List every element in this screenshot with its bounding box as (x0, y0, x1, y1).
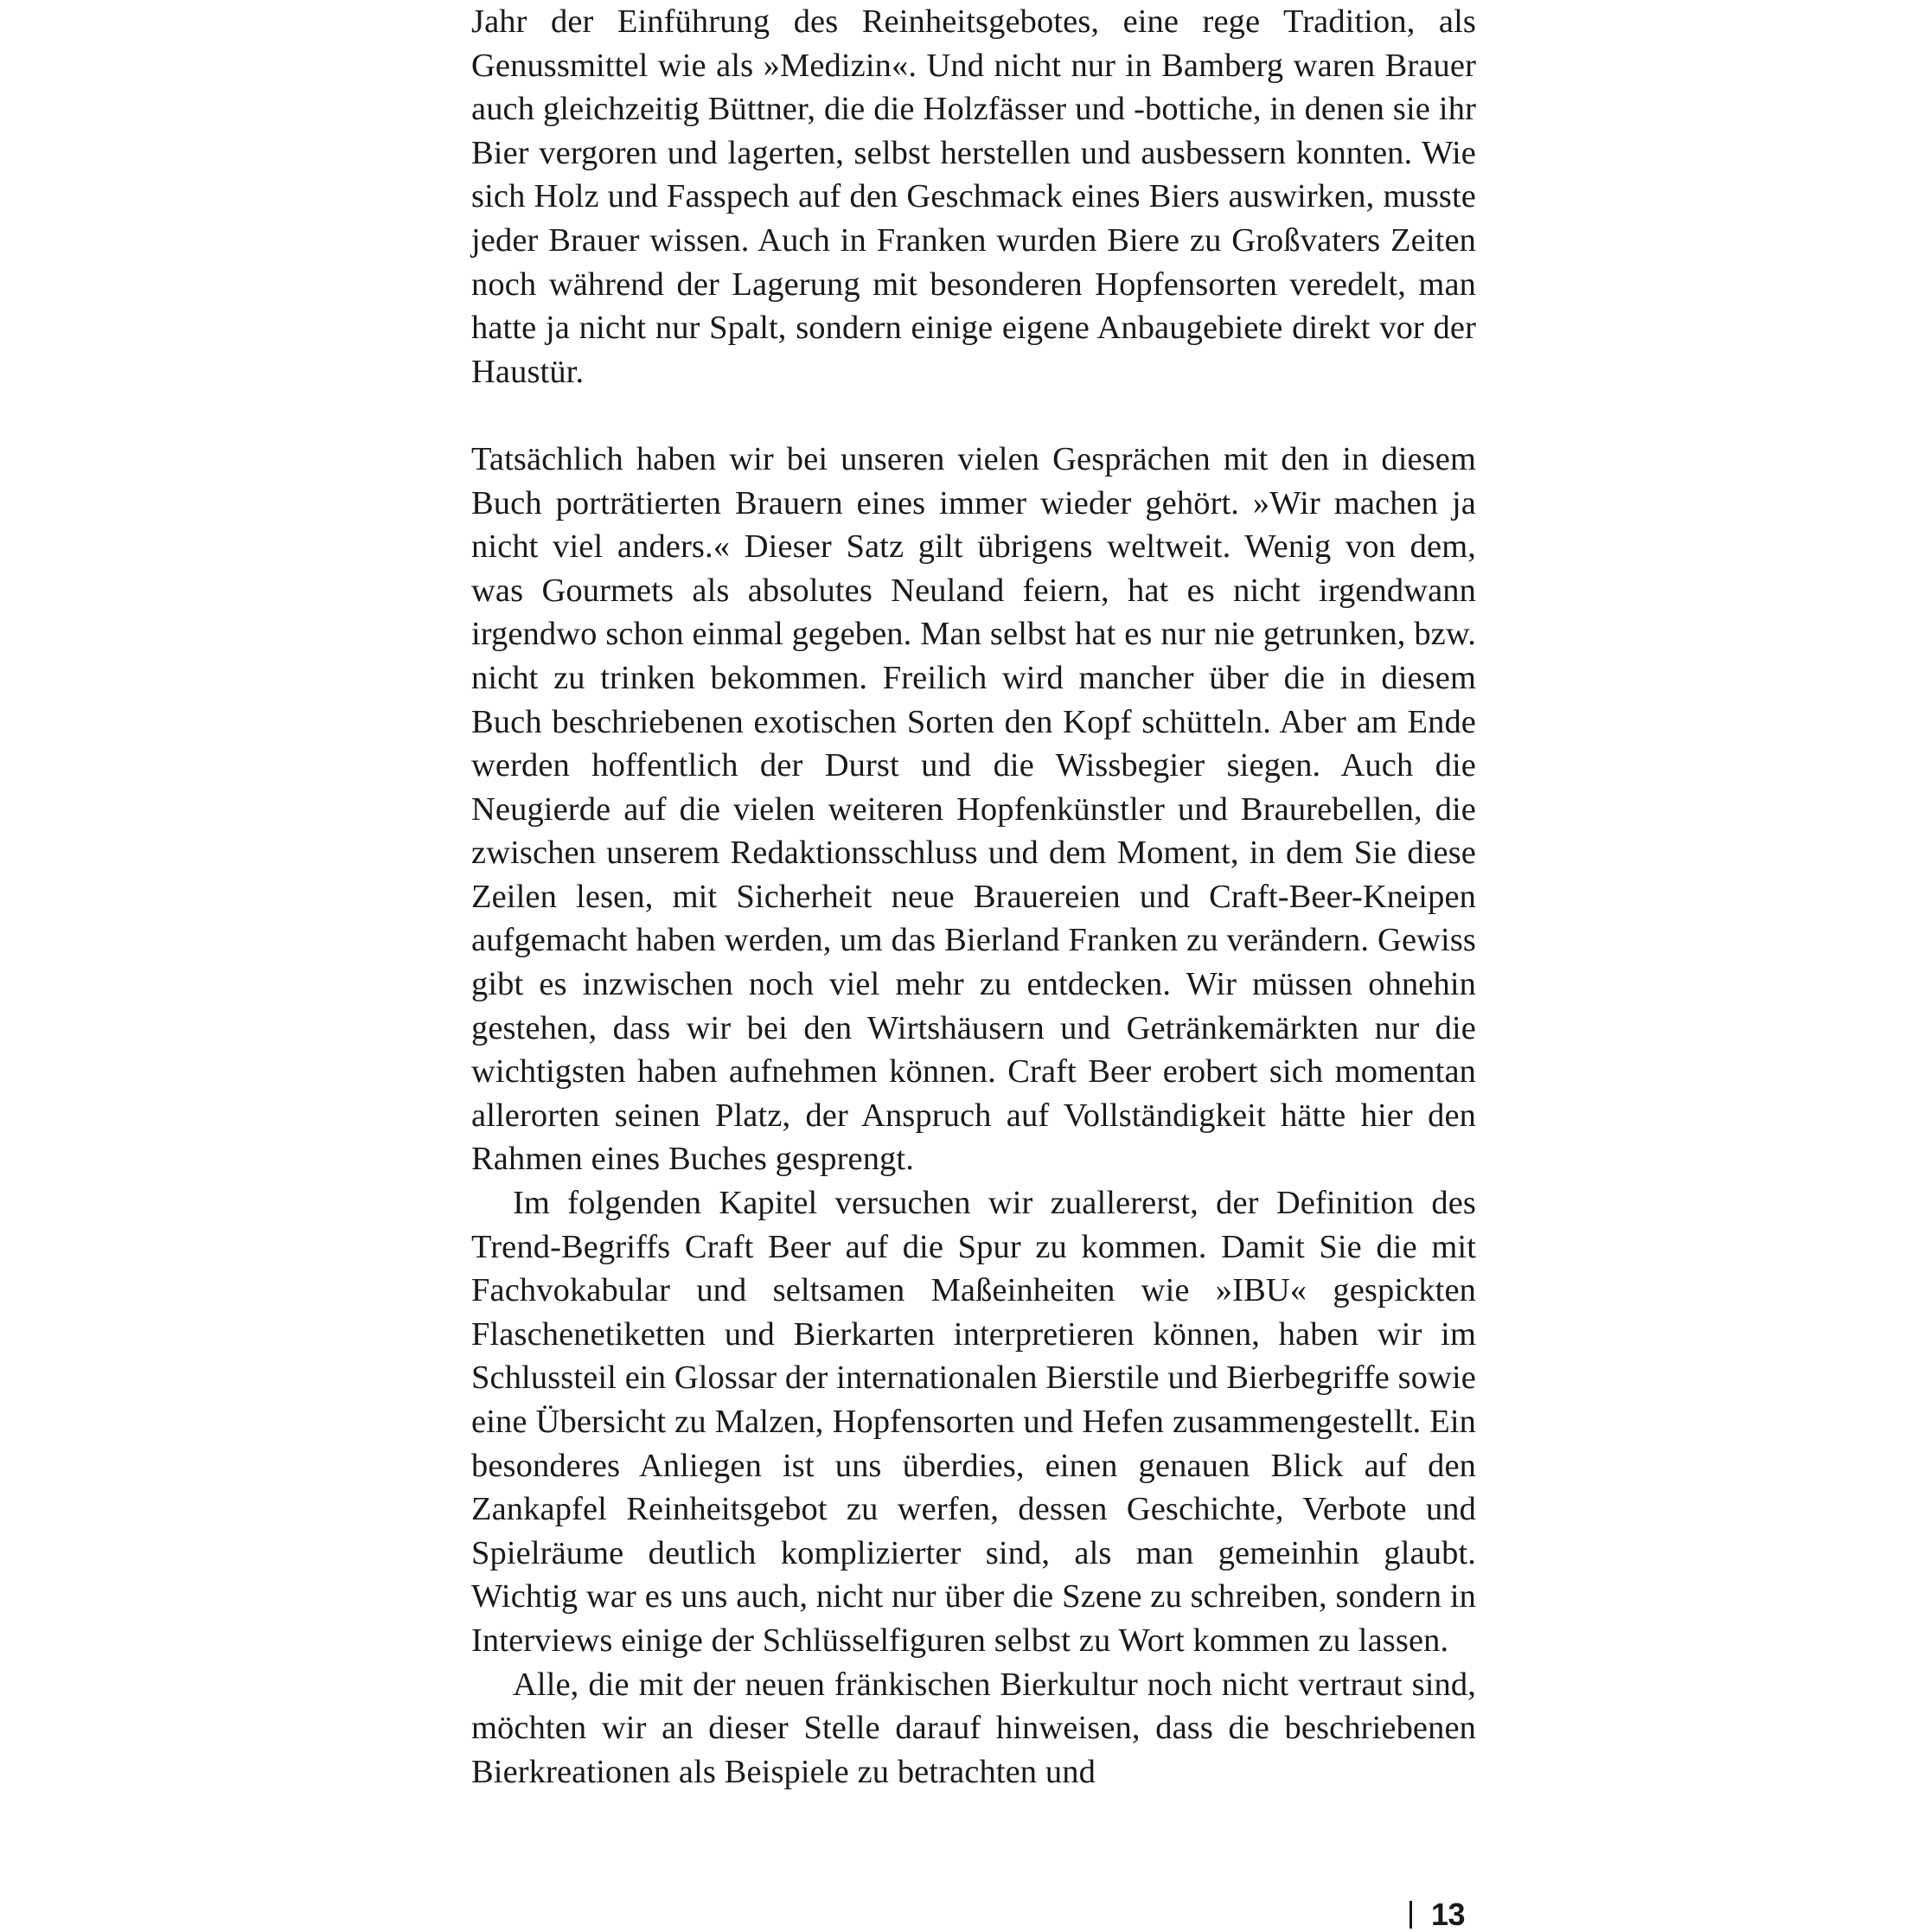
paragraph-continuation: Jahr der Einführung des Reinheitsgebotes, eine rege Tradition, als Genussmittel wie als »Medizin«. Und nicht nur in Bamberg waren Brauer auch gleichzeitig Büttner, die die Holzfässer und -bottiche, in denen sie ihr Bier vergoren und lagerten, selbst herstellen und ausbessern konnten. Wie sich Holz und Fasspech auf den Geschmack eines Biers auswirken, musste jeder Brauer wissen. Auch in Franken wurden Biere zu Großvaters Zeiten noch während der Lagerung mit besonderen Hopfensorten veredelt, man hatte ja nicht nur Spalt, sondern einige eigene Anbaugebiete direkt vor der Haustür. (471, 3, 1476, 390)
paragraph-next-chapter: Im folgenden Kapitel versuchen wir zuallererst, der Definition des Trend-Begriffs Craft Beer auf die Spur zu kommen. Damit Sie die mit Fachvokabular und seltsamen Maßeinheiten wie »IBU« gespickten Flaschenetiketten und Bierkarten interpretieren können, haben wir im Schlussteil ein Glossar der internationalen Bierstile und Bierbegriffe sowie eine Übersicht zu Malzen, Hopfensorten und Hefen zusammengestellt. Ein besonderes Anliegen ist uns überdies, einen genauen Blick auf den Zankapfel Reinheitsgebot zu werfen, dessen Geschichte, Verbote und Spielräume deutlich komplizierter sind, als man gemeinhin glaubt. Wichtig war es uns auch, nicht nur über die Szene zu schreiben, sondern in Interviews einige der Schlüsselfiguren selbst zu Wort kommen zu lassen. (471, 1185, 1476, 1659)
page-number: 13 (1431, 1897, 1466, 1932)
paragraph-closing: Alle, die mit der neuen fränkischen Bierkultur noch nicht vertraut sind, möchten wir an dieser Stelle darauf hinweisen, dass die beschriebenen Bierkreationen als Beispiele zu betrachten und (471, 1666, 1476, 1790)
paragraph-conversations: Tatsächlich haben wir bei unseren vielen Gesprächen mit den in diesem Buch porträtierten Brauern eines immer wieder gehört. »Wir machen ja nicht viel anders.« Dieser Satz gilt übrigens weltweit. Wenig von dem, was Gourmets als absolutes Neuland feiern, hat es nicht irgendwann irgendwo schon einmal gegeben. Man selbst hat es nur nie getrunken, bzw. nicht zu trinken bekommen. Freilich wird mancher über die in diesem Buch beschriebenen exotischen Sorten den Kopf schütteln. Aber am Ende werden hoffentlich der Durst und die Wissbegier siegen. Auch die Neugierde auf die vielen weiteren Hopfenkünstler und Braurebellen, die zwischen unserem Redaktionsschluss und dem Moment, in dem Sie diese Zeilen lesen, mit Sicherheit neue Brauereien und Craft-Beer-Kneipen aufgemacht haben werden, um das Bierland Franken zu verändern. Gewiss gibt es inzwischen noch viel mehr zu entdecken. Wir müssen ohnehin gestehen, dass wir bei den Wirtshäusern und Getränkemärkten nur die wichtigsten haben aufnehmen können. Craft Beer erobert sich momentan allerorten seinen Platz, der Anspruch auf Vollständigkeit hätte hier den Rahmen eines Buches gesprengt. (471, 440, 1476, 1178)
body-text-column (471, 0, 1476, 1794)
footer-divider (1409, 1901, 1412, 1929)
page-footer (1409, 1899, 1465, 1930)
